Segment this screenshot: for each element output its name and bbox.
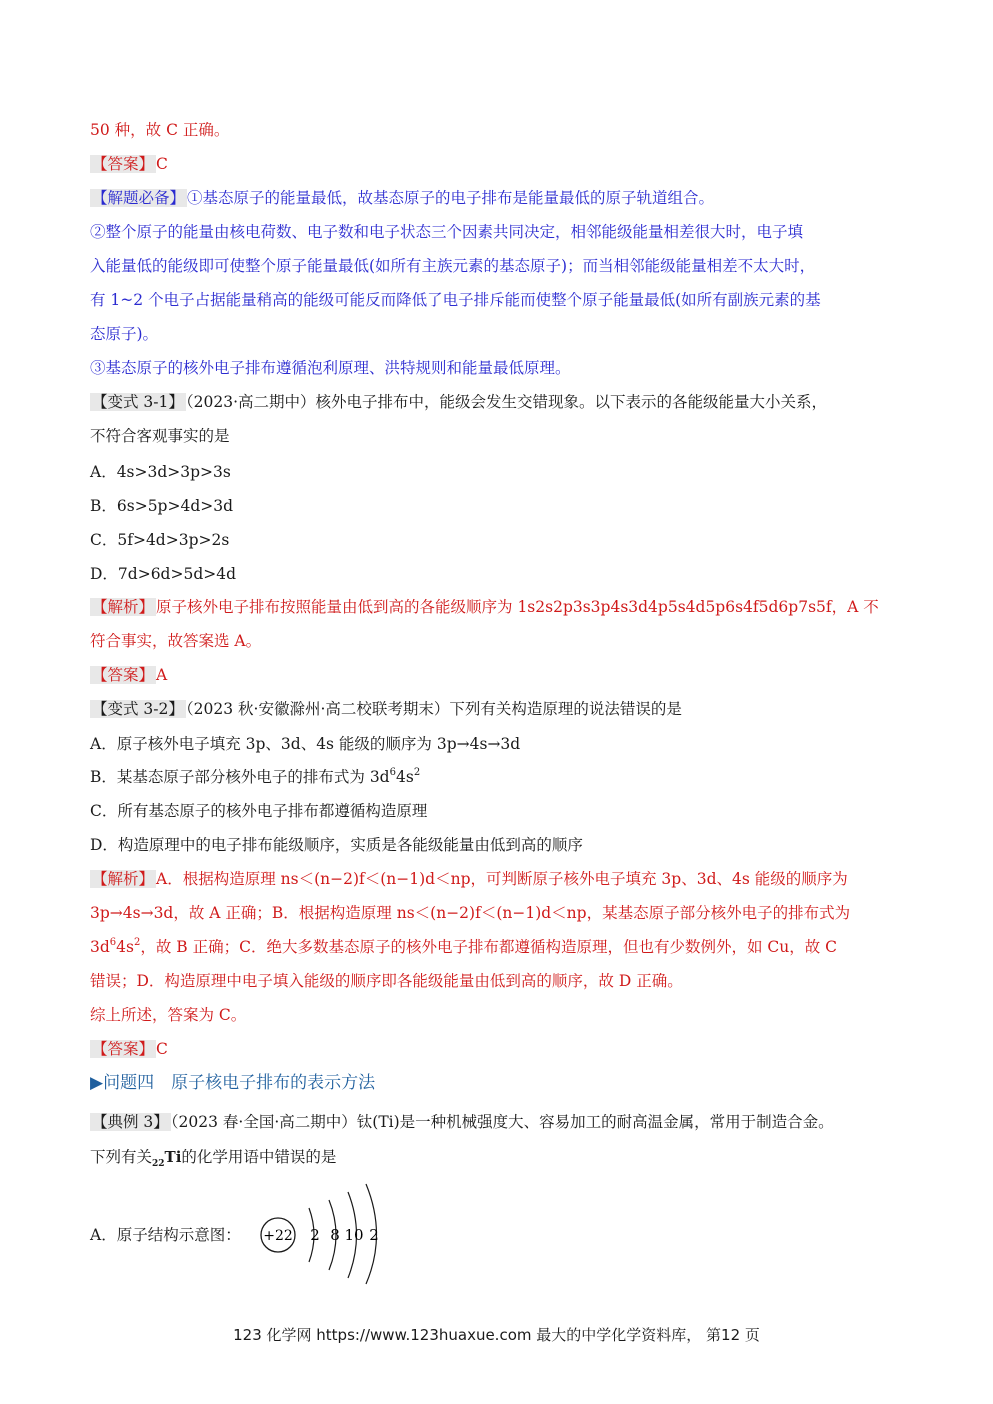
answer-value: A xyxy=(156,666,168,684)
prev-answer xyxy=(90,154,168,174)
essentials-p2-l2: 入能量低的能级即可使整个原子能量最低(如所有主族元素的基态原子)；而当相邻能级能量相差不太大时， xyxy=(90,257,816,275)
essentials-p3: ③基态原子的核外电子排布遵循泡利原理、洪特规则和能量最低原理。 xyxy=(90,359,571,377)
essentials-p2-l1: ②整个原子的能量由核电荷数、电子数和电子状态三个因素共同决定，相邻能级能量相差很大时，电子填 xyxy=(90,223,804,241)
v32-analysis-l4: 错误；D．构造原理中电子填入能级的顺序即各能级能量由低到高的顺序，故 D 正确。 xyxy=(90,972,683,990)
essentials-p2-l4: 态原子)。 xyxy=(90,325,159,343)
v32-stem-text: （2023 秋·安徽滁州·高二校联考期末）下列有关构造原理的说法错误的是 xyxy=(185,700,682,718)
v32-stem xyxy=(90,699,682,719)
analysis-text: 原子核外电子排布按照能量由低到高的各能级顺序为 1s2s2p3s3p4s3d4p5s4d5p6s4f5d6p7s5f，A 不 xyxy=(156,598,879,616)
v31-analysis-l2: 符合事实，故答案选 A。 xyxy=(90,632,262,650)
v31-option-c: C．5f>4d>3p>2s xyxy=(90,531,230,549)
essentials-p2-l3: 有 1~2 个电子占据能量稍高的能级可能反而降低了电子排斥能而使整个原子能量最低(如所有副族元素的基 xyxy=(90,291,821,309)
v32-option-b: B．某基态原子部分核外电子的排布式为 $3d^64s^2$ xyxy=(90,766,421,786)
v31-stem-l2: 不符合客观事实的是 xyxy=(90,427,230,445)
v32-option-c: C．所有基态原子的核外电子排布都遵循构造原理 xyxy=(90,802,428,820)
ex3-tag: 【典例 3】 xyxy=(92,1113,169,1131)
v32-option-a: A．原子核外电子填充 3p、3d、4s 能级的顺序为 3p→4s→3d xyxy=(90,735,521,753)
essentials-tag: 【解题必备】 xyxy=(92,189,186,207)
v31-tag: 【变式 3-1】 xyxy=(92,393,184,411)
atomic-structure-diagram xyxy=(255,1180,395,1285)
v32-answer xyxy=(90,1039,168,1059)
v31-analysis-l1 xyxy=(90,597,879,617)
section-title: 问题四 原子核电子排布的表示方法 xyxy=(103,1073,376,1093)
v32-analysis-l3: $3d^64s^2$，故 B 正确；C．绝大多数基态原子的核外电子排布都遵循构造原理，但也有少数例外，如 Cu，故 C xyxy=(90,936,838,956)
page-footer: 123 化学网 https://www.123huaxue.com 最大的中学化学资料库， 第12 页 xyxy=(233,1326,760,1344)
ex3-stem-l2: 下列有关$_{22}$Ti的化学用语中错误的是 xyxy=(90,1148,337,1169)
v31-option-d: D．7d>6d>5d>4d xyxy=(90,565,237,583)
analysis-tag: 【解析】 xyxy=(92,598,155,616)
ti-symbol: $_{22}$Ti xyxy=(152,1148,182,1169)
v31-stem xyxy=(90,392,827,412)
shell-count-1: 2 xyxy=(310,1226,320,1244)
answer-tag: 【答案】 xyxy=(92,155,155,173)
v31-option-a: A．4s>3d>3p>3s xyxy=(90,463,231,481)
answer-tag: 【答案】 xyxy=(92,666,155,684)
nucleus-charge: +22 xyxy=(263,1228,293,1244)
answer-tag: 【答案】 xyxy=(92,1040,155,1058)
essentials-p1 xyxy=(90,188,714,208)
analysis-text: A．根据构造原理 ns＜(n−2)f＜(n−1)d＜np，可判断原子核外电子填充 3p、3d、4s 能级的顺序为 xyxy=(156,870,848,888)
ex3-stem-text: （2023 春·全国·高二期中）钛(Ti)是一种机械强度大、容易加工的耐高温金属，常用于制造合金。 xyxy=(170,1113,834,1131)
answer-value: C xyxy=(156,155,168,173)
v31-stem-text: （2023·高二期中）核外电子排布中，能级会发生交错现象。以下表示的各能级能量大小关系， xyxy=(185,393,828,411)
v32-analysis-l1 xyxy=(90,869,848,889)
v32-option-d: D．构造原理中的电子排布能级顺序，实质是各能级能量由低到高的顺序 xyxy=(90,836,583,854)
prev-answer-tail: 50 种，故 C 正确。 xyxy=(90,121,230,139)
v32-tag: 【变式 3-2】 xyxy=(92,700,184,718)
v31-option-b: B．6s>5p>4d>3d xyxy=(90,497,234,515)
shell-count-4: 2 xyxy=(369,1226,379,1244)
ex3-option-a-label: A．原子结构示意图： xyxy=(90,1226,241,1244)
v31-answer xyxy=(90,665,167,685)
shell-count-2: 8 xyxy=(330,1226,340,1244)
analysis-tag: 【解析】 xyxy=(92,870,155,888)
shell-count-3: 10 xyxy=(344,1226,364,1244)
answer-value: C xyxy=(156,1040,168,1058)
v32-summary: 综上所述，答案为 C。 xyxy=(90,1006,247,1024)
essentials-text: ①基态原子的能量最低，故基态原子的电子排布是能量最低的原子轨道组合。 xyxy=(187,189,715,207)
triangle-icon: ▶ xyxy=(90,1073,104,1093)
section-heading xyxy=(90,1073,375,1093)
ex3-stem xyxy=(90,1112,834,1132)
v32-analysis-l2: 3p→4s→3d，故 A 正确；B．根据构造原理 ns＜(n−2)f＜(n−1)d＜np，某基态原子部分核外电子的排布式为 xyxy=(90,904,851,922)
